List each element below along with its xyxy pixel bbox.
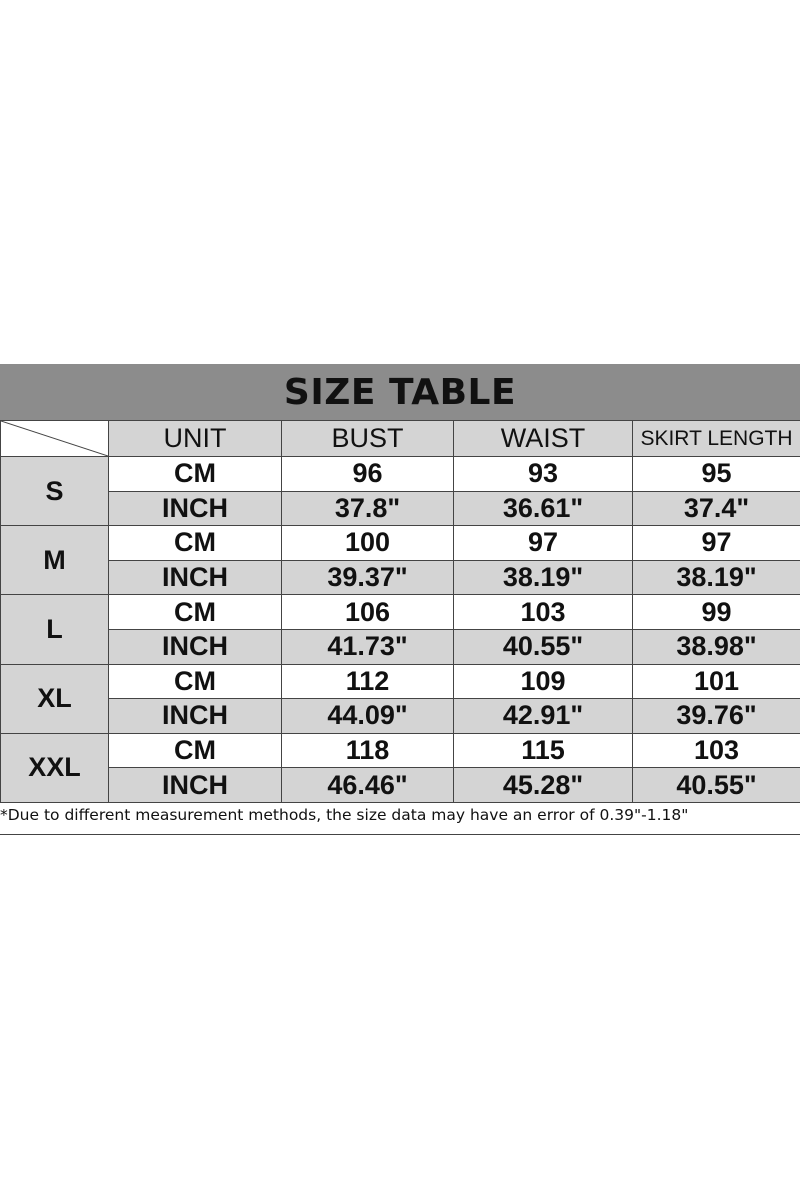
cm-waist-cell: 97 (454, 526, 633, 561)
cm-unit-cell: CM (109, 457, 282, 492)
inch-bust-cell: 41.73" (282, 629, 454, 664)
inch-skirt-cell: 40.55" (633, 768, 800, 803)
inch-unit-cell: INCH (109, 699, 282, 734)
size-table (0, 420, 800, 803)
inch-bust-cell: 39.37" (282, 560, 454, 595)
column-header-bust: BUST (282, 421, 454, 457)
cm-skirt-cell: 101 (633, 664, 800, 699)
inch-unit-cell: INCH (109, 560, 282, 595)
cm-waist-cell: 109 (454, 664, 633, 699)
cm-bust-cell: 112 (282, 664, 454, 699)
diagonal-line-icon (1, 421, 108, 456)
cm-unit-cell: CM (109, 526, 282, 561)
cm-skirt-cell: 103 (633, 733, 800, 768)
cm-skirt-cell: 99 (633, 595, 800, 630)
cm-unit-cell: CM (109, 595, 282, 630)
column-header-skirt-length: SKIRT LENGTH (633, 421, 800, 457)
table-row (1, 560, 800, 595)
size-label: XXL (1, 733, 109, 802)
inch-skirt-cell: 38.19" (633, 560, 800, 595)
table-body (1, 457, 800, 803)
cm-waist-cell: 115 (454, 733, 633, 768)
inch-unit-cell: INCH (109, 629, 282, 664)
inch-bust-cell: 44.09" (282, 699, 454, 734)
cm-bust-cell: 106 (282, 595, 454, 630)
cm-bust-cell: 118 (282, 733, 454, 768)
table-row (1, 664, 800, 699)
cm-unit-cell: CM (109, 733, 282, 768)
inch-waist-cell: 40.55" (454, 629, 633, 664)
inch-waist-cell: 38.19" (454, 560, 633, 595)
table-row (1, 526, 800, 561)
corner-cell (1, 421, 109, 457)
measurement-note: *Due to different measurement methods, the size data may have an error of 0.39"-1.18" (0, 800, 800, 835)
cm-unit-cell: CM (109, 664, 282, 699)
size-label: L (1, 595, 109, 664)
column-header-unit: UNIT (109, 421, 282, 457)
column-header-waist: WAIST (454, 421, 633, 457)
inch-skirt-cell: 37.4" (633, 491, 800, 526)
inch-waist-cell: 42.91" (454, 699, 633, 734)
cm-bust-cell: 100 (282, 526, 454, 561)
cm-bust-cell: 96 (282, 457, 454, 492)
table-row (1, 491, 800, 526)
inch-skirt-cell: 39.76" (633, 699, 800, 734)
size-label: S (1, 457, 109, 526)
size-table-title: SIZE TABLE (283, 371, 517, 413)
table-row (1, 595, 800, 630)
table-row (1, 733, 800, 768)
cm-skirt-cell: 95 (633, 457, 800, 492)
cm-skirt-cell: 97 (633, 526, 800, 561)
inch-skirt-cell: 38.98" (633, 629, 800, 664)
inch-unit-cell: INCH (109, 491, 282, 526)
cm-waist-cell: 103 (454, 595, 633, 630)
inch-waist-cell: 36.61" (454, 491, 633, 526)
header-row (1, 421, 800, 457)
table-row (1, 457, 800, 492)
size-label: XL (1, 664, 109, 733)
cm-waist-cell: 93 (454, 457, 633, 492)
inch-unit-cell: INCH (109, 768, 282, 803)
table-row (1, 699, 800, 734)
inch-bust-cell: 37.8" (282, 491, 454, 526)
table-row (1, 768, 800, 803)
table-row (1, 629, 800, 664)
size-table-title-bar (0, 364, 800, 421)
inch-bust-cell: 46.46" (282, 768, 454, 803)
size-label: M (1, 526, 109, 595)
inch-waist-cell: 45.28" (454, 768, 633, 803)
